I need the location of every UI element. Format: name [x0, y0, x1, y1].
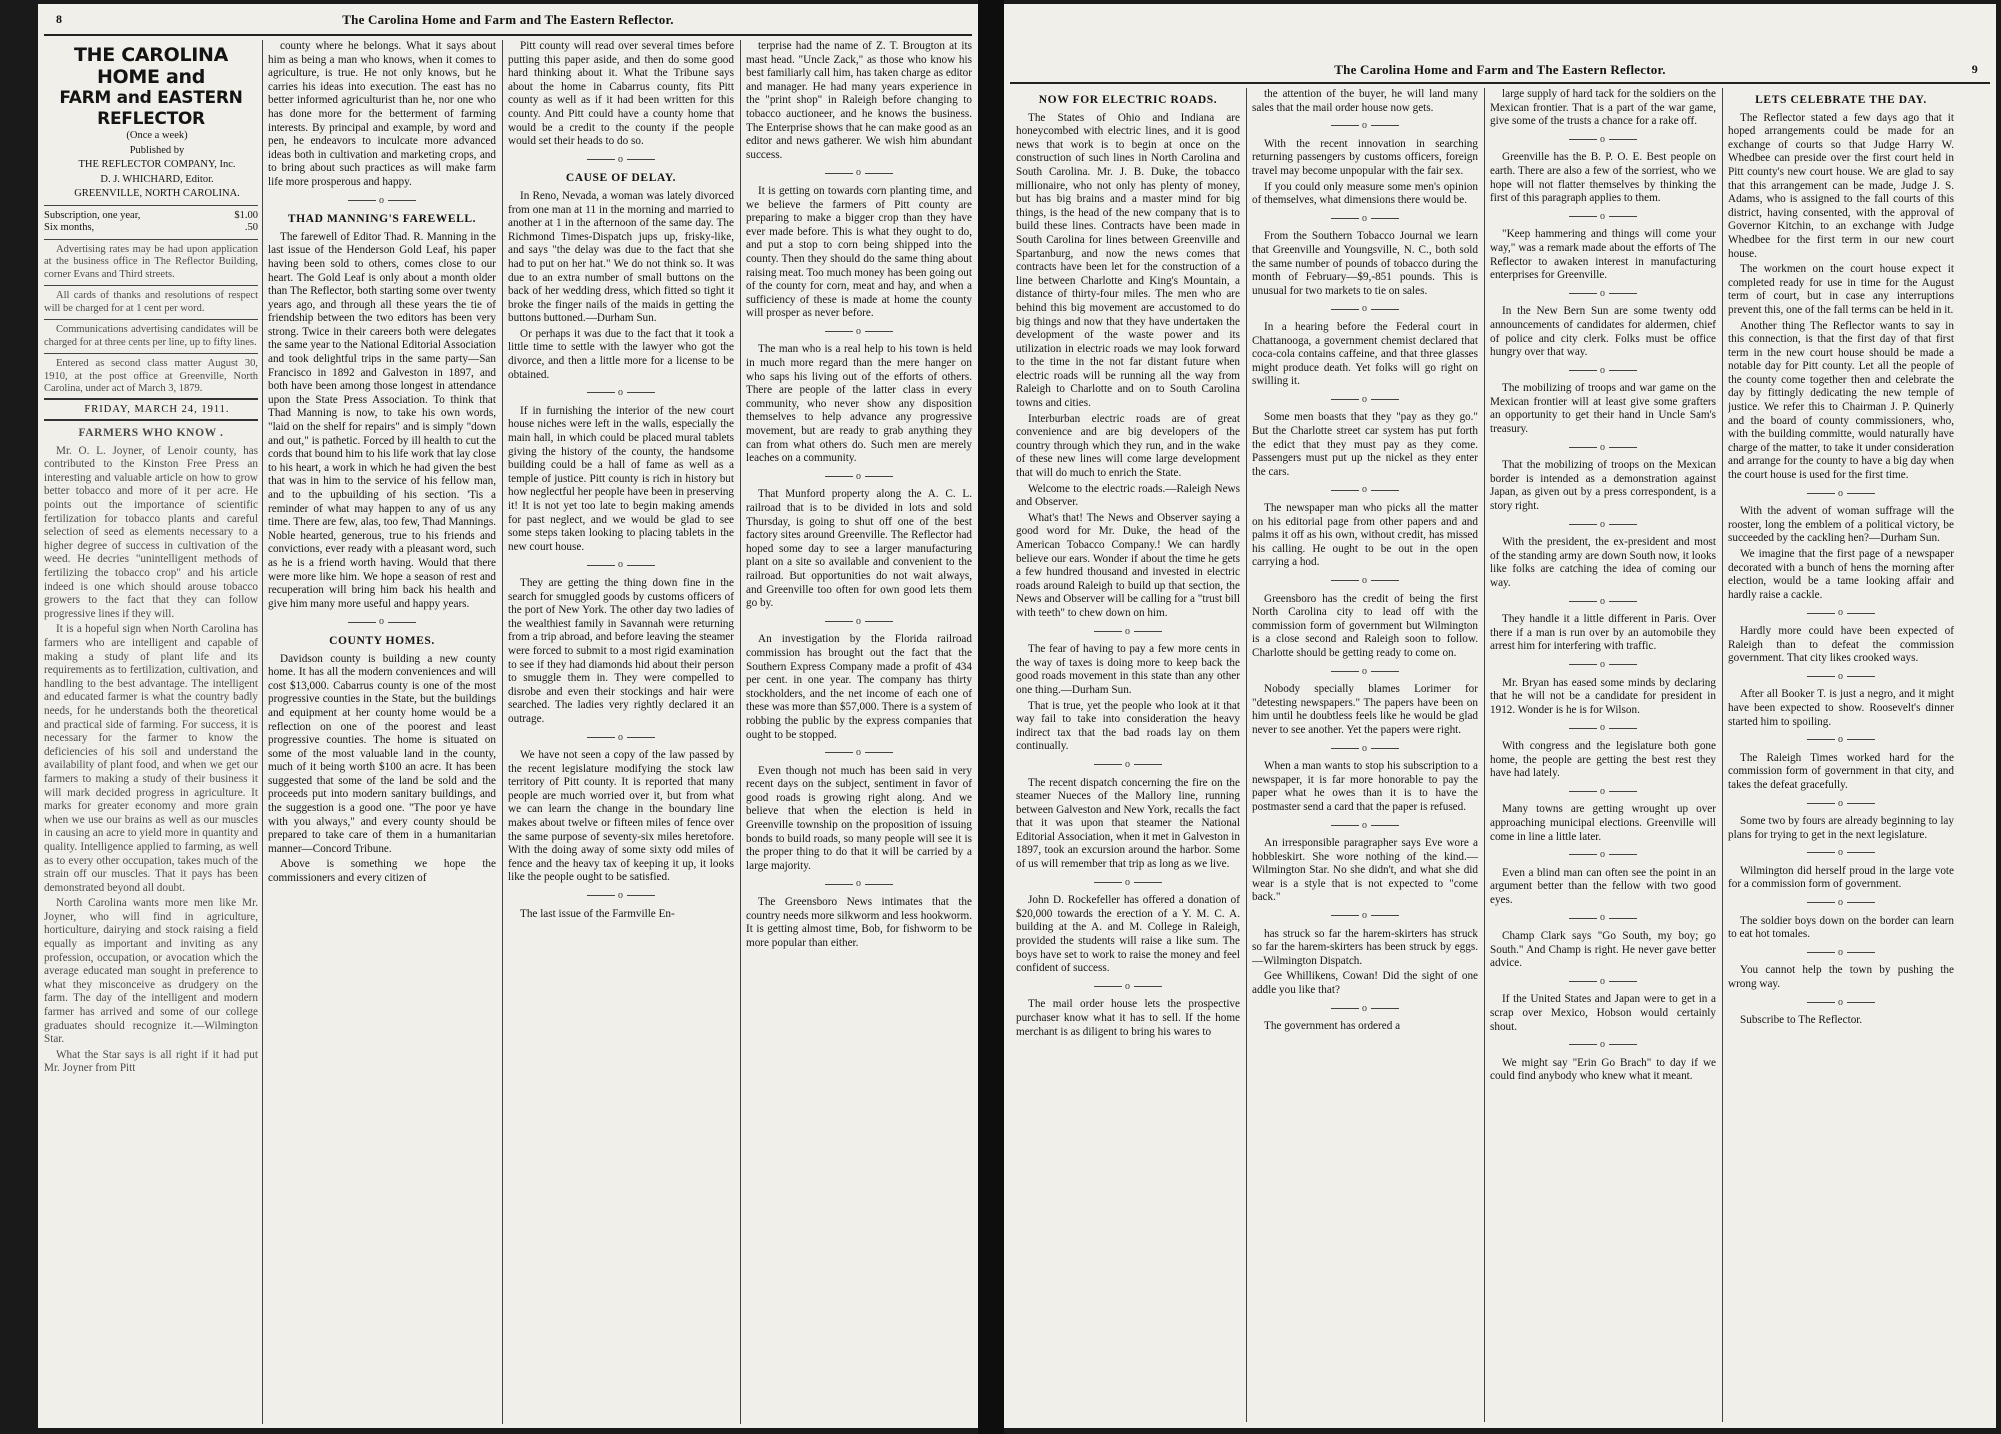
notice-advertising: Advertising rates may be had upon application at the business office in The Reflector Building, corner Evans and Third streets. [44, 243, 258, 280]
article-paragraph: Welcome to the electric roads.—Raleigh News and Observer. [1016, 482, 1240, 509]
article-paragraph: We imagine that the first page of a newspaper decorated with a bunch of hens the morning after election, would be a tame looking affair and hardly raise a cackle. [1728, 548, 1954, 601]
article-separator: o [746, 746, 972, 760]
article-paragraph: That is true, yet the people who look at it that way fail to take into consideration the heavy indirect tax that the bad roads lay on them continually. [1016, 699, 1240, 753]
masthead-published-by: Published by [129, 144, 185, 156]
article-paragraph: In the New Bern Sun are some twenty odd announcements of candidates for aldermen, chief of police and city clerk. Folks must be office hungry over that way. [1490, 305, 1716, 359]
article-paragraph: Pitt county will read over several times before putting this paper aside, and then do some good hard thinking about it. What the Tribune says about the home in Cabarrus county, fits Pitt county as well as if it had been written for this county. And Pitt could have a county home that would be a credit to the county if the people would set their heads to do so. [508, 40, 734, 148]
page-number-right: 9 [1971, 62, 1978, 76]
article-separator: o [508, 558, 734, 572]
article-separator: o [746, 325, 972, 339]
column-right-1-articles [1016, 94, 1240, 1039]
article-paragraph: The Reflector stated a few days ago that it hoped arrangements could be made for an exchange of courts so that Judge Harry W. Whedbee can preside over the first court held in Pitt county's new court house. We are glad to say that this arrangement can be made, Judge J. S. Adams, who is assigned to the fall courts of this district, having consented, with the approval of Governor Kitchin, to an exchange with Judge Whedbee for the first term in our new court house. [1728, 111, 1954, 260]
issue-date: FRIDAY, MARCH 24, 1911. [44, 398, 258, 422]
article-headline: COUNTY HOMES. [329, 634, 435, 647]
article-paragraph: Gee Whillikens, Cowan! Did the sight of one addle you like that? [1252, 970, 1478, 997]
page-right [1004, 4, 1996, 1428]
subscription-six-label: Six months, [44, 222, 95, 233]
article-separator: o [746, 166, 972, 180]
masthead-location: GREENVILLE, NORTH CAROLINA. [74, 188, 240, 199]
running-head-left [38, 12, 978, 30]
article-separator: o [508, 889, 734, 903]
article-separator: o [1252, 819, 1478, 833]
article-paragraph: From the Southern Tobacco Journal we learn that Greenville and Youngsville, N. C., both sold the same number of pounds of tobacco during the month of February—$9,-851 pounds. This is unusual for two markets to tie on sales. [1252, 230, 1478, 297]
running-head-title-right: The Carolina Home and Farm and The Eastern Reflector. [1334, 62, 1666, 77]
column-left-3-articles [508, 40, 734, 921]
article-separator: o [1490, 848, 1716, 862]
article-paragraph: The States of Ohio and Indiana are honeycombed with electric lines, and it is good news that work is to begin at once on the construction of such lines in North Carolina and South Carolina. Mr. J. B. Duke, the tobacco millionaire, who not only has plenty of money, but has big brains and a master mind for big things, is the head of the new company that is to build these lines. Contracts have been made in South Carolina for lines between Greenville and Spartanburg, and now the news comes that contracts have been let for the construction of a line between Charlotte and King's Mountain, a distance of thirty-four miles. The men who are behind this big movement are accustomed to do big things and now that they have undertaken the development of the waste power and its utilization in electric roads we may look forward to the time in the not far distant future when electric roads will be running all the way from Raleigh to Charlotte and on to South Carolina towns and cities. [1016, 111, 1240, 410]
masthead-frequency: (Once a week) [126, 130, 188, 141]
article-headline: CAUSE OF DELAY. [565, 172, 677, 185]
article-paragraph: If in furnishing the interior of the new court house niches were left in the walls, especially the main hall, in which could be placed mural tablets giving the history of the county, the handsome building could be a hall of fame as well as a temple of justice. Pitt county is rich in history but how neglectful her people have been in preserving it! It is not yet too late to begin making amends for past neglect, and we would be glad to see some steps taken looking to placing tablets in the new court house. [508, 404, 734, 553]
article-paragraph: The workmen on the court house expect it completed ready for use in time for the August term of court, but in case any interruptions prevent this, one of the fall terms can be held in it. [1728, 263, 1954, 316]
article-paragraph: Even a blind man can often see the point in an argument better than the fellow with two good eyes. [1490, 866, 1716, 906]
column-rule [740, 40, 741, 1424]
article-separator: o [268, 615, 496, 629]
article-paragraph: Some men boasts that they "pay as they go." But the Charlotte street car system has put forth the edict that they must pay as they come. Passengers must put up the nickel as they enter the cars. [1252, 411, 1478, 478]
article-paragraph: The mail order house lets the prospective purchaser know what it has to sell. If the home merchant is as diligent to bring his wares to [1016, 998, 1240, 1038]
article-paragraph: It is a hopeful sign when North Carolina has farmers who are intelligent and capable of making a study of plant life and its requirements as to fertilization, cultivation, and handling to the best advantage. The intelligent and educated farmer is what the country badly needs, for he understands both the theoretical and practical side of farming. For success, it is necessary for the farmer to know the deficiencies of his soil and understand the availability of plant food, and when we get our farmers to making a study of their business it will mark decided progress in agriculture. It marks for greater economy and more grain when we use our brains as well as our muscles in causing an acre to yield more in quantity and quality. Intelligence applied to farming, as well as to every other occupation, takes much of the strain off our muscles. That it pays has been demonstrated beyond all doubt. [44, 623, 258, 894]
subscription-six-months [44, 222, 258, 235]
page-number-left: 8 [56, 12, 63, 26]
article-paragraph: large supply of hard tack for the soldiers on the Mexican frontier. That is a part of the war game, give some of the trusts a chance for a rake off. [1490, 88, 1716, 128]
subscription-six-price: .50 [244, 222, 258, 233]
article-separator: o [1490, 133, 1716, 147]
article-headline: THAD MANNING'S FAREWELL. [287, 213, 477, 226]
article-paragraph: They handle it a little different in Paris. Over there if a man is run over by an automobile they arrest him for interfering with traffic. [1490, 613, 1716, 653]
article-separator: o [1728, 670, 1954, 684]
article-separator: o [1252, 909, 1478, 923]
running-head-right [1004, 62, 1996, 80]
article-separator: o [268, 194, 496, 208]
column-left-4 [746, 40, 972, 1424]
masthead-editor: D. J. WHICHARD, Editor. [100, 173, 214, 185]
article-separator: o [1490, 441, 1716, 455]
article-paragraph: The last issue of the Farmville En- [520, 907, 675, 920]
subscription-year-label: Subscription, one year, [44, 209, 141, 221]
article-paragraph: Interburban electric roads are of great convenience and are big developers of the country through which they run, and in the wake of these new lines will come large development that will do much to enrich the State. [1016, 412, 1240, 480]
column-left-3 [508, 40, 734, 1424]
article-separator: o [1252, 119, 1478, 133]
article-paragraph: It is getting on towards corn planting time, and we believe the farmers of Pitt county are preparing to make a bigger crop than they have ever made before. This is what they ought to do, and put a stop to corn being shipped into the county. Then they should do the same thing about raising meat. Too much money has been going out of the county for corn, meat and hay, and when a sufficiency of these is made at home the county will prosper as never before. [746, 184, 972, 320]
article-separator: o [1728, 996, 1954, 1010]
article-paragraph: That the mobilizing of troops on the Mexican border is intended as a demonstration against Japan, as given out by a press correspondent, is a story right. [1490, 459, 1716, 513]
masthead-title-line2: FARM and EASTERN [59, 88, 243, 108]
article-separator: o [746, 615, 972, 629]
article-paragraph: The soldier boys down on the border can learn to eat hot tomales. [1728, 914, 1954, 941]
article-separator: o [1252, 483, 1478, 497]
article-paragraph: The man who is a real help to his town is held in much more regard than the mere hanger on who saps his living out of the efforts of others. There are people of the latter class in every community, who never show any disposition themselves to help advance any progressive movement, but are ready to grab anything they can from what others do. Such men are merely leaches on a community. [746, 343, 972, 465]
article-separator: o [1490, 911, 1716, 925]
article-separator: o [508, 153, 734, 167]
column-left-4-articles [746, 40, 972, 950]
article-paragraph: county where he belongs. What it says about him as being a man who knows, when it comes to agriculture, is true. He not only knows, but he carries his ideas into execution. The east has no better informed agriculturist than he, nor one who has done more for the betterment of farming interests. By principal and example, by word and pen, he endeavors to inculcate more advanced ideas both in cultivation and marketing crops, and to bring about such practices as will make farm life more prosperous and happy. [268, 40, 496, 188]
article-paragraph: Mr. Bryan has eased some minds by declaring that he will not be a candidate for president in 1912. Wonder is he is for Wilson. [1490, 676, 1716, 716]
article-separator: o [1728, 896, 1954, 910]
article-separator: o [1728, 606, 1954, 620]
page-gutter [978, 0, 1004, 1434]
column-right-4-articles [1728, 94, 1954, 1028]
article-separator: o [746, 877, 972, 891]
article-paragraph: Even though not much has been said in very recent days on the subject, sentiment in favor of good roads is growing right along. And we believe that when the election is held in Greenville township on the proposition of issuing bonds to build roads, so many people will see it is the proper thing to do that it will be carried by a large majority. [746, 764, 972, 872]
article-separator: o [1490, 364, 1716, 378]
column-rule [262, 40, 263, 1424]
article-paragraph: We have not seen a copy of the law passed by the recent legislature modifying the stock law territory of Pitt county. It is reported that many people are much worried over it, but from what we can learn the change in the boundary line makes about twelve or fifteen miles of fence over the same purpose of seventy-six miles heretofore. With the doing away of some sixty odd miles of fence and the heavy tax of keeping it up, it looks like the people ought to be satisfied. [508, 749, 734, 884]
article-paragraph: Another thing The Reflector wants to say in this connection, is that the first day of that first term in the new court house should be made a notable day for Pitt county. Let all the people of the county come together then and celebrate the day by fittingly dedicating the new temple of justice. We refer this to Chairman J. P. Quinerly and the board of county commissioners, who, with the building committe, would naturally have charge of the matter, to take it under consideration and arrange for the county to have a big day when the court house is used for the first time. [1728, 319, 1954, 482]
article-separator: o [1490, 1038, 1716, 1052]
article-separator: o [1016, 625, 1240, 639]
article-paragraph: In Reno, Nevada, a woman was lately divorced from one man at 11 in the morning and married to another at 1 in the afternoon of the same day. The Richmond Times-Dispatch jups up, frisky-like, and says "the delay was due to the fact that she had to put on her hat." We do not think so. It was due to an extra number of small buttons on the back of her wedding dress, which fitted so tight it broke the finger nails of the maids in getting the buttons buttoned.—Durham Sun. [508, 189, 734, 325]
column-right-2 [1252, 88, 1478, 1422]
article-separator: o [746, 470, 972, 484]
article-separator: o [1016, 980, 1240, 994]
article-separator: o [1490, 658, 1716, 672]
masthead-title [44, 44, 258, 130]
article-separator: o [1252, 665, 1478, 679]
article-separator: o [1728, 487, 1954, 501]
article-separator: o [508, 386, 734, 400]
subscription-year [44, 210, 258, 223]
article-separator: o [1252, 302, 1478, 316]
article-paragraph: Some two by fours are already beginning to lay plans for trying to get in the next legislature. [1728, 815, 1954, 841]
article-paragraph: The Raleigh Times worked hard for the commission form of government in that city, and takes the defeat gracefully. [1728, 751, 1954, 791]
column-right-1 [1016, 88, 1240, 1422]
column-right-3-articles [1490, 88, 1716, 1084]
article-paragraph: With the recent innovation in searching returning passengers by customs officers, foreign travel may become unpopular with the fair sex. [1252, 137, 1478, 177]
article-paragraph: Wilmington did herself proud in the large vote for a commission form of government. [1728, 864, 1954, 891]
column-left-1-articles [44, 427, 258, 1076]
masthead-title-line3: REFLECTOR [97, 109, 205, 129]
article-paragraph: Champ Clark says "Go South, my boy; go South." And Champ is right. He never gave better advice. [1490, 930, 1716, 970]
article-paragraph: Or perhaps it was due to the fact that it took a little time to settle with the lawyer who got the divorce, and then a little more for a license to be obtained. [508, 327, 734, 381]
article-separator: o [1490, 975, 1716, 989]
article-paragraph: An investigation by the Florida railroad commission has brought out the fact that the Southern Express Company made a profit of 434 per cent. in one year. The company has thirty stockholders, and the net income of each one of these was more than $57,000. There is a system of robbing the public by the express companies that ought to be stopped. [746, 633, 972, 741]
article-separator: o [1016, 876, 1240, 890]
article-separator: o [1728, 733, 1954, 747]
article-paragraph: Greenville has the B. P. O. E. Best people on earth. There are also a few of the sorriest, who we hope will not flatter themselves by thinking the first of this paragraph applies to them. [1490, 151, 1716, 205]
column-rule [502, 40, 503, 1424]
article-separator: o [1490, 595, 1716, 609]
article-paragraph: What the Star says is all right if it had put Mr. Joyner from Pitt [44, 1048, 258, 1075]
notice-candidates: Communications advertising candidates will be charged for at three cents per line, up to fifty lines. [44, 324, 258, 348]
article-paragraph: With the advent of woman suffrage will the rooster, long the emblem of a political victory, be succeeded by the cackling hen?—Durham Sun. [1728, 505, 1954, 545]
notice-cards: All cards of thanks and resolutions of respect will be charged for at 1 cent per word. [44, 290, 258, 314]
notice-entered: Entered as second class matter August 30, 1910, at the post office at Greenville, North Carolina, under act of March 3, 1879. [44, 358, 258, 394]
article-paragraph: Nobody specially blames Lorimer for "detesting newspapers." The papers have been on him until he doubtless feels like he would be glad never to see another. Yet the papers were right. [1252, 683, 1478, 736]
article-paragraph: Subscribe to The Reflector. [1740, 1014, 1863, 1027]
column-left-1 [44, 40, 258, 1424]
article-paragraph: Hardly more could have been expected of Raleigh than to defeat the commission government. That city likes crooked ways. [1728, 624, 1954, 665]
article-paragraph: An irresponsible paragrapher says Eve wore a hobbleskirt. She wore nothing of the kind.—Wilmington Star. No she didn't, and what she did wear is a style that is not expected to "come back." [1252, 837, 1478, 904]
head-rule-left [44, 34, 972, 36]
article-paragraph: "Keep hammering and things will come your way," was a remark made about the efforts of The Reflector to awaken interest in manufacturing enterprises for Greenville. [1490, 228, 1716, 282]
column-right-2-articles [1252, 88, 1478, 1034]
article-separator: o [1252, 393, 1478, 407]
article-paragraph: In a hearing before the Federal court in Chattanooga, a government chemist declared that coca-cola contains caffeine, and that three glasses might produce death. Yet folks will go right on swilling it. [1252, 320, 1478, 388]
article-paragraph: Davidson county is building a new county home. It has all the modern conveniences and will cost $13,000. Cabarrus county is one of the most progressive counties in the State, but the buildings and equipment at her county home would be a reflection on one of the poorest and least progressive counties. The home is situated on some of the most valuable land in the county, much of it being worth $100 an acre. It has been suggested that some of the land be sold and the proceeds put into modern sanitary buildings, and the suggestion is a good one. "The poor ye have with you always," and every county should be prepared to take care of them in a humanitarian manner—Concord Tribune. [268, 652, 496, 855]
article-paragraph: That Munford property along the A. C. L. railroad that is to be divided in lots and sold Thursday, is going to shut off one of the best factory sites around Greenville. The Reflector had hoped some day to see a larger manufacturing plant on a site so available and convenient to the railroad. But opportunities do not wait always, and Greenville too often for own good lets them go by. [746, 488, 972, 610]
column-right-3 [1490, 88, 1716, 1422]
article-paragraph: You cannot help the town by pushing the wrong way. [1728, 964, 1954, 991]
article-separator: o [1490, 785, 1716, 799]
article-paragraph: Many towns are getting wrought up over approaching municipal elections. Greenville will come in line a little later. [1490, 803, 1716, 843]
article-paragraph: When a man wants to stop his subscription to a newspaper, it is far more honorable to pay the paper what he owes than it is to have the postmaster send a card that the paper is refused. [1252, 760, 1478, 813]
article-headline: LETS CELEBRATE THE DAY. [1755, 94, 1927, 106]
column-left-2-articles [268, 40, 496, 886]
article-paragraph: The farewell of Editor Thad. R. Manning in the last issue of the Henderson Gold Leaf, his paper having been sold to others, comes close to our heart. The Gold Leaf is only about a month older than The Reflector, both starting some over twenty years ago, and through all these years the tie of friendship between the two editors has been very strong. Twice in their careers both were delegates the same year to the National Editorial Association and took delightful trips in the same party—San Francisco in 1892 and Galveston in 1897, and both have been among those longest in attendance upon the State Press Association. To think that Thad Manning is now, to take his own words, "laid on the shelf for repairs" and is simply "down and out," is pathetic. Forced by ill health to cut the cords that bound him to his life work that lay close to his heart, a work in which he had given the best that was in him to the service of his fellow man, and to the upbuilding of his section. 'Tis a reminder of what may happen to any of us any time. There are few, alas, too few, Thad Mannings. Noble hearted, generous, true to his friends and convictions, ever ready with a pleasant word, such as he is a friend worth having. Would that there were more like him. We hope a season of rest and recuperation will bring him back his health and give him many more useful and happy years. [268, 230, 496, 610]
article-paragraph: Above is something we hope the commissioners and every citizen of [268, 858, 496, 885]
column-rule [1246, 88, 1247, 1422]
article-paragraph: With congress and the legislature both gone home, the people are getting the best rest they have had lately. [1490, 739, 1716, 780]
article-separator: o [1490, 210, 1716, 224]
article-paragraph: terprise had the name of Z. T. Brougton at its mast head. "Uncle Zack," as those who know his best familiarly call him, has taken charge as editor and manager. He had many years experience in the "print shop" in Raleigh before changing to tobacco auctioneer, and he knows the business. The Enterprise shows that he can make good as an editor and news gatherer. We wish him abundant success. [746, 40, 972, 161]
article-separator: o [1016, 758, 1240, 772]
page-left [38, 4, 978, 1428]
column-rule [1722, 88, 1723, 1422]
article-separator: o [1728, 846, 1954, 860]
article-separator: o [1490, 518, 1716, 532]
subscription-year-price: $1.00 [234, 209, 258, 221]
article-separator: o [1252, 742, 1478, 756]
article-paragraph: has struck so far the harem-skirters has struck so far the harem-skirters has been struck by eggs.—Wilmington Dispatch. [1252, 927, 1478, 967]
article-paragraph: the attention of the buyer, he will land many sales that the mail order house now gets. [1252, 88, 1478, 114]
article-paragraph: North Carolina wants more men like Mr. Joyner, who will find in agriculture, horticulture, dairying and stock raising a field equally as important and inviting as any profession, occupation, or avocation which the average educated man sought in preference to what they misconceive as drudgery on the farm. The day of the intelligent and modern farmer has arrived and some of our college graduates should recognize it.—Wilmington Star. [44, 897, 258, 1046]
article-paragraph: With the president, the ex-president and most of the standing army are down South now, it looks like folks are catching the idea of coming our way. [1490, 536, 1716, 589]
article-separator: o [1490, 721, 1716, 735]
article-paragraph: The fear of having to pay a few more cents in the way of taxes is doing more to keep back the good roads movement in this state than any other one thing.—Durham Sun. [1016, 643, 1240, 696]
article-paragraph: The government has ordered a [1264, 1020, 1401, 1033]
article-separator: o [1728, 797, 1954, 811]
article-paragraph: John D. Rockefeller has offered a donation of $20,000 towards the erection of a Y. M. C. A. building at the A. and M. College in Raleigh, provided the students will raise a like sum. The boys have set to work to raise the money and feel confident of success. [1016, 894, 1240, 975]
article-paragraph: If you could only measure some men's opinion of themselves, what dimensions there would be. [1252, 180, 1478, 207]
masthead-title-line1: THE CAROLINA HOME and [73, 44, 229, 88]
running-head-title-left: The Carolina Home and Farm and The Eastern Reflector. [342, 12, 674, 27]
article-separator: o [508, 731, 734, 745]
article-paragraph: Greensboro has the credit of being the first North Carolina city to lead off with the commission form of government but Wilmington is a close second and Raleigh soon to follow. Charlotte should be getting ready to come on. [1252, 592, 1478, 659]
article-separator: o [1252, 212, 1478, 226]
column-rule [1484, 88, 1485, 1422]
article-separator: o [1728, 946, 1954, 960]
head-rule-right [1010, 82, 1990, 84]
article-headline: NOW FOR ELECTRIC ROADS. [1038, 94, 1218, 106]
article-paragraph: They are getting the thing down fine in the search for smuggled goods by customs officers of the port of New York. The other day two ladies of the wealthiest family in Savannah were returning from a trip abroad, and before leaving the steamer were forced to submit to a most rigid examination to see if they had diamonds hid about their person to smuggle them in. They were compelled to disrobe and even their stockings and hair were searched. The ladies very rightly declared it an outrage. [508, 576, 734, 725]
masthead-company: THE REFLECTOR COMPANY, Inc. [78, 159, 236, 170]
article-paragraph: After all Booker T. is just a negro, and it might have been expected to show. Roosevelt's dinner started him to spoiling. [1728, 688, 1954, 728]
column-left-2 [268, 40, 496, 1424]
article-paragraph: What's that! The News and Observer saying a good word for Mr. Duke, the head of the American Tobacco Company.! We can hardly believe our ears. Wonder if about the time he gets a few hundred thousand and invested in electric roads around Raleigh to build up that section, the News and Observer will be calling for a "trust bill with teeth" to chew down on him. [1016, 511, 1240, 619]
article-paragraph: If the United States and Japan were to get in a scrap over Mexico, Hobson would certainly shout. [1490, 993, 1716, 1033]
article-paragraph: The mobilizing of troops and war game on the Mexican frontier will at least give some grafters an opportunity to get their hand in Uncle Sam's treasury. [1490, 382, 1716, 436]
column-right-4 [1728, 88, 1954, 1422]
article-paragraph: The Greensboro News intimates that the country needs more silkworm and less hookworm. It is getting almost time, Bob, for fishworm to be more popular than either. [746, 896, 972, 949]
article-separator: o [1490, 287, 1716, 301]
article-paragraph: Mr. O. L. Joyner, of Lenoir county, has contributed to the Kinston Free Press an interesting and valuable article on how to grow better tobacco and more of it per acre. He points out the importance of scientific fertilization for tobacco plants and careful selection of seed as elements necessary to a higher degree of success in cultivation of the weed. He decries "unintelligent methods of fertilizing the tobacco crop" and his article indeed is one which should arouse tobacco growers to the fact that they can follow progressive lines if they will. [44, 444, 258, 620]
article-separator: o [1252, 1002, 1478, 1016]
article-headline: FARMERS WHO KNOW . [78, 427, 224, 440]
article-paragraph: We might say "Erin Go Brach" to day if we could find anybody who knew what it meant. [1490, 1056, 1716, 1083]
article-paragraph: The recent dispatch concerning the fire on the steamer Nueces of the Mallory line, running between Galveston and New York, recalls the fact that it was upon that steamer the National Editorial Association, when it met in Galveston in 1897, took an excursion around the harbor. Some of us will remember that trip as long as we live. [1016, 776, 1240, 871]
article-separator: o [1252, 574, 1478, 588]
article-paragraph: The newspaper man who picks all the matter on his editorial page from other papers and and palms it off as his own, without credit, has missed his calling. He ought to be out in the open carrying a hod. [1252, 502, 1478, 569]
